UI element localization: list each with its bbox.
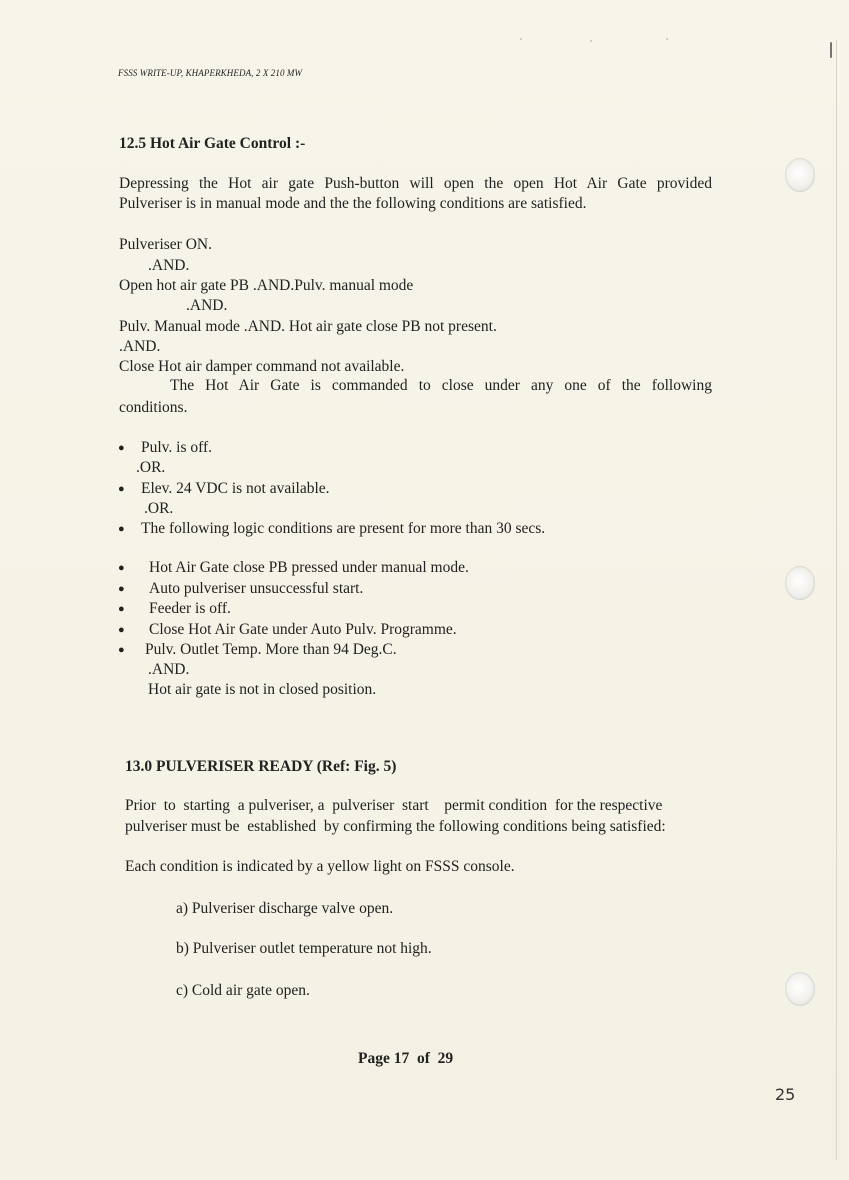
punch-hole — [785, 972, 815, 1006]
section-12-5-para-line-2: Pulveriser is in manual mode and the the following conditions are satisfied. — [119, 195, 587, 212]
close-intro-line-1: The Hot Air Gate is commanded to close under any one of the following — [170, 377, 712, 394]
open-condition-operator: .AND. — [186, 297, 228, 314]
open-condition: Pulv. Manual mode .AND. Hot air gate close PB not present. — [119, 318, 497, 335]
logic-condition: Hot Air Gate close PB pressed under manual mode. — [149, 559, 469, 576]
ready-condition-item: a) Pulveriser discharge valve open. — [176, 900, 394, 917]
section-13-0-para-line-1: Prior to starting a pulveriser, a pulveriser start permit condition for the respective — [125, 797, 663, 814]
logic-condition: Pulv. Outlet Temp. More than 94 Deg.C. — [145, 641, 397, 658]
close-intro-line-2: conditions. — [119, 399, 188, 416]
bullet-icon: ● — [118, 603, 125, 615]
section-13-0-title: 13.0 PULVERISER READY (Ref: Fig. 5) — [125, 758, 397, 775]
close-list-item: Elev. 24 VDC is not available. — [141, 480, 330, 497]
open-condition: Close Hot air damper command not available. — [119, 358, 405, 375]
logic-condition-operator: .AND. — [148, 661, 190, 678]
punch-hole — [785, 158, 815, 192]
logic-condition: Hot air gate is not in closed position. — [148, 681, 377, 698]
page-edge-line — [836, 40, 837, 1160]
logic-condition: Close Hot Air Gate under Auto Pulv. Programme. — [149, 621, 457, 638]
open-condition: Open hot air gate PB .AND.Pulv. manual mode — [119, 277, 414, 294]
bullet-icon: ● — [118, 523, 125, 535]
bullet-icon: ● — [118, 562, 125, 574]
close-list-item: Pulv. is off. — [141, 439, 213, 456]
open-condition-operator: .AND. — [148, 257, 190, 274]
logic-condition: Auto pulveriser unsuccessful start. — [149, 580, 364, 597]
page-footer: Page 17 of 29 — [358, 1050, 454, 1067]
section-12-5-title: 12.5 Hot Air Gate Control :- — [119, 135, 306, 152]
dust-mark — [590, 40, 592, 42]
bullet-icon: ● — [118, 483, 125, 495]
logic-condition: Feeder is off. — [149, 600, 231, 617]
ready-condition-item: c) Cold air gate open. — [176, 982, 310, 999]
bullet-icon: ● — [118, 583, 125, 595]
bullet-icon: ● — [118, 442, 125, 454]
edge-mark — [830, 42, 832, 58]
bullet-icon: ● — [118, 624, 125, 636]
close-list-operator: .OR. — [136, 459, 166, 476]
ready-condition-item: b) Pulveriser outlet temperature not high. — [176, 940, 432, 957]
dust-mark — [520, 38, 522, 40]
bullet-icon: ● — [118, 644, 125, 656]
open-condition: Pulveriser ON. — [119, 236, 212, 253]
document-header: FSSS WRITE-UP, KHAPERKHEDA, 2 X 210 MW — [118, 68, 303, 78]
handwritten-page-number: 25 — [775, 1085, 796, 1104]
indicator-note: Each condition is indicated by a yellow light on FSSS console. — [125, 858, 515, 875]
punch-hole — [785, 566, 815, 600]
close-list-item: The following logic conditions are present for more than 30 secs. — [141, 520, 546, 537]
open-condition-operator: .AND. — [119, 338, 161, 355]
section-12-5-para-line-1: Depressing the Hot air gate Push-button will open the open Hot Air Gate provided — [119, 175, 712, 192]
section-13-0-para-line-2: pulveriser must be established by confirming the following conditions being satisfied: — [125, 818, 666, 835]
close-list-operator: .OR. — [144, 500, 174, 517]
dust-mark — [666, 38, 668, 40]
